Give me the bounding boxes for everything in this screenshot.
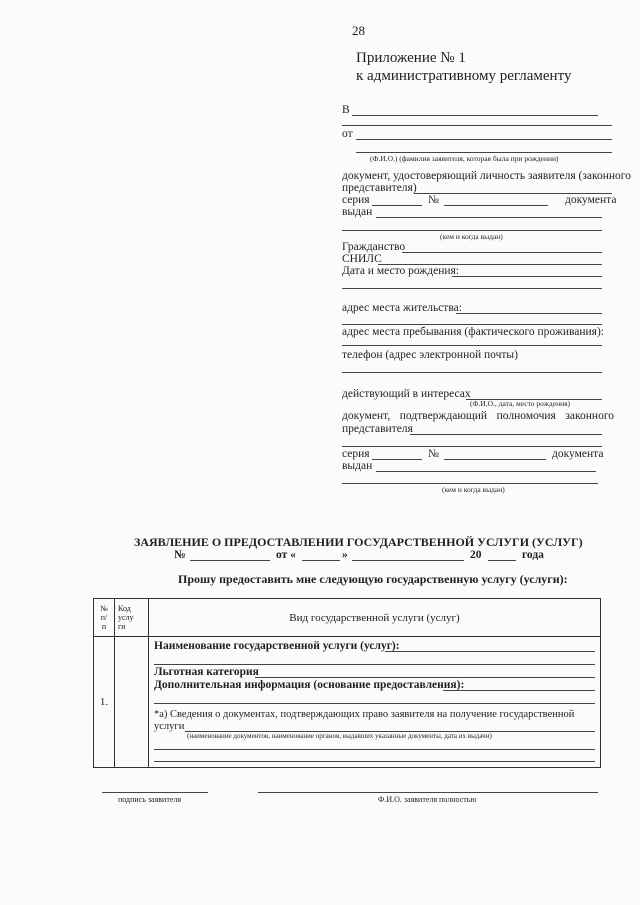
rep-number-sign: № [428, 448, 439, 460]
service-details-cell [149, 637, 601, 768]
number-field[interactable] [444, 205, 548, 206]
extra-info-field[interactable] [443, 690, 595, 691]
year-suffix: года [522, 549, 544, 561]
col-header-num [94, 599, 115, 637]
issued-label: выдан [342, 206, 373, 218]
id-document-label-2: представителя) [342, 182, 417, 194]
stay-field[interactable] [342, 345, 602, 346]
residence-field[interactable] [456, 313, 602, 314]
rep-document-label-1 [342, 410, 614, 423]
rep-doc-word-2: подтверждающий [399, 410, 488, 422]
row-number-cell [94, 637, 115, 768]
date-month-field[interactable] [352, 560, 464, 561]
series-label: серия [342, 194, 370, 206]
rep-document-word: документа [552, 448, 604, 460]
residence-field-line-2[interactable] [342, 324, 602, 325]
issued-field[interactable] [376, 217, 602, 218]
birth-field-line-2[interactable] [342, 288, 602, 289]
service-code-cell[interactable] [115, 637, 149, 768]
to-field[interactable] [352, 115, 598, 116]
date-year-field[interactable] [488, 560, 516, 561]
page-number: 28 [352, 23, 365, 38]
col-code-line-2: услу [118, 613, 134, 622]
row-number: 1. [99, 696, 109, 708]
issued-hint: (кем и когда выдан) [440, 232, 503, 241]
col-code-line-3: ги [118, 622, 126, 631]
docs-label-2: услуги [154, 721, 185, 732]
to-label: В [342, 104, 350, 116]
rep-issued-field[interactable] [376, 471, 596, 472]
col-code-line-1: Код [118, 604, 131, 613]
date-day-field[interactable] [302, 560, 340, 561]
birth-label: Дата и место рождения: [342, 265, 460, 277]
extra-info-field-line-2[interactable] [154, 703, 595, 704]
request-text: Прошу предоставить мне следующую государственную услугу (услуги): [178, 572, 568, 586]
id-document-label-1: документ, удостоверяющий личность заявителя (законного [342, 170, 631, 182]
birth-field[interactable] [452, 276, 602, 277]
from-field-line-2[interactable] [356, 152, 612, 153]
signature-field[interactable] [102, 792, 208, 793]
rep-issued-hint: (кем и когда выдан) [442, 485, 505, 494]
number-sign: № [428, 194, 439, 206]
service-name-field[interactable] [385, 651, 595, 652]
citizenship-label: Гражданство [342, 241, 406, 253]
rep-document-label-2: представителя [342, 423, 413, 435]
citizenship-field[interactable] [402, 252, 602, 253]
rep-series-label: серия [342, 448, 370, 460]
year-prefix: 20 [470, 549, 482, 561]
fullname-label: Ф.И.О. заявителя полностью [378, 795, 477, 804]
docs-field-line-2[interactable] [154, 749, 595, 750]
benefit-label: Льготная категория [154, 666, 259, 678]
rep-number-field[interactable] [444, 459, 546, 460]
to-field-line-2[interactable] [342, 125, 612, 126]
phone-field[interactable] [342, 372, 602, 373]
appendix-subtitle: к административному регламенту [356, 68, 572, 84]
service-name-label: Наименование государственной услуги (услуг): [154, 640, 400, 652]
appendix-title: Приложение № 1 [356, 50, 466, 66]
docs-label-1: *а) Сведения о документах, подтверждающих право заявителя на получение государственной [154, 709, 575, 720]
application-number-field[interactable] [190, 560, 270, 561]
acting-label: действующий в интересах [342, 388, 471, 400]
docs-hint: (наименование документов, наименование органов, выдавших указанные документы, дата их выдачи) [187, 732, 492, 740]
application-title: ЗАЯВЛЕНИЕ О ПРЕДОСТАВЛЕНИИ ГОСУДАРСТВЕННОЙ УСЛУГИ (УСЛУГ) [134, 535, 583, 549]
col-num-line-2: п/ [100, 613, 108, 622]
col-num-line-3: п [101, 622, 107, 631]
service-table [93, 598, 601, 768]
signature-label: подпись заявителя [118, 795, 182, 804]
rep-doc-word-3: полномочия [496, 410, 556, 422]
acting-hint: (Ф.И.О., дата, место рождения) [470, 399, 571, 408]
extra-info-label: Дополнительная информация (основание предоставления): [154, 679, 465, 691]
quote-close: » [342, 549, 348, 561]
col-num-line-1: № [100, 604, 108, 613]
stay-label: адрес места пребывания (фактического проживания): [342, 326, 604, 338]
rep-doc-word-1: документ, [342, 410, 391, 422]
rep-document-field[interactable] [410, 434, 602, 435]
residence-label: адрес места жительства: [342, 302, 462, 314]
fullname-field[interactable] [258, 792, 598, 793]
snils-label: СНИЛС [342, 253, 382, 265]
phone-label: телефон (адрес электронной почты) [342, 349, 518, 361]
service-name-field-line-2[interactable] [154, 664, 595, 665]
from-field[interactable] [356, 139, 612, 140]
document-label: документа [565, 194, 617, 206]
series-field[interactable] [372, 205, 422, 206]
issued-field-line-2[interactable] [342, 230, 602, 231]
rep-series-field[interactable] [372, 459, 422, 460]
rep-doc-word-4: законного [565, 410, 614, 422]
application-number-sign: № [174, 549, 186, 561]
fio-hint: (Ф.И.О.) (фамилия заявителя, которая была при рождении) [370, 154, 559, 163]
from-word: от « [276, 549, 296, 561]
from-label: от [342, 128, 353, 140]
rep-document-field-line-2[interactable] [342, 446, 602, 447]
docs-field-line-3[interactable] [154, 761, 595, 762]
rep-issued-label: выдан [342, 460, 373, 472]
benefit-field[interactable] [255, 677, 595, 678]
col-header-code [115, 599, 149, 637]
col-header-type: Вид государственной услуги (услуг) [149, 599, 601, 637]
rep-issued-field-line-2[interactable] [342, 483, 598, 484]
